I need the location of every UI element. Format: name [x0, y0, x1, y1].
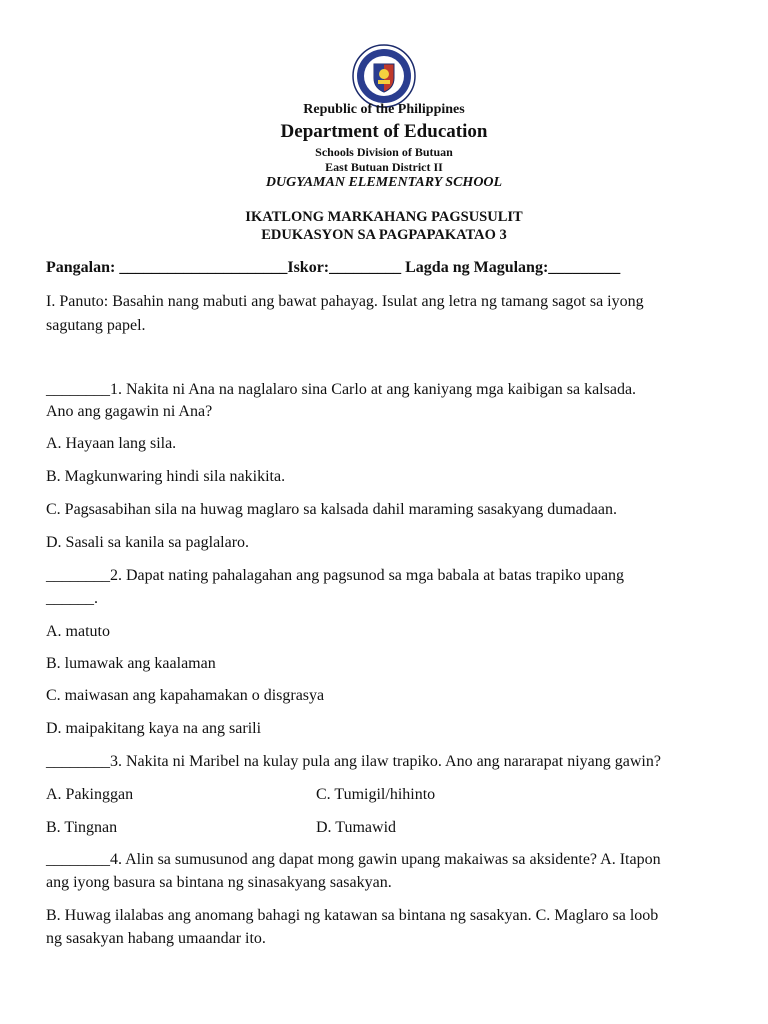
school-heading: DUGYAMAN ELEMENTARY SCHOOL [265, 175, 503, 190]
instructions-line-1: I. Panuto: Basahin nang mabuti ang bawat pahayag. Isulat ang letra ng tamang sagot sa iyong [46, 293, 644, 310]
instructions-line-2: sagutang papel. [46, 317, 146, 334]
division-heading: Schools Division of Butuan [315, 145, 453, 159]
question-3-choice-a: A. Pakinggan [46, 786, 134, 803]
question-4-line-2: ang iyong basura sa bintana ng sinasakyang sasakyan. [46, 874, 392, 891]
deped-seal-icon [352, 44, 416, 108]
question-1-choice-a: A. Hayaan lang sila. [46, 435, 177, 452]
question-4-line-3: B. Huwag ilalabas ang anomang bahagi ng katawan sa bintana ng sasakyan. C. Maglaro sa loob [46, 907, 659, 924]
exam-title: IKATLONG MARKAHANG PAGSUSULIT [245, 209, 523, 225]
question-3-choice-d: D. Tumawid [316, 819, 397, 836]
question-3-choice-c: C. Tumigil/hihinto [316, 786, 436, 803]
question-1-choice-b: B. Magkunwaring hindi sila nakikita. [46, 468, 286, 485]
question-2-stem: ________2. Dapat nating pahalagahan ang pagsunod sa mga babala at batas trapiko upang [46, 567, 625, 584]
question-2-choice-b: B. lumawak ang kaalaman [46, 655, 216, 672]
question-2-stem-cont: ______. [46, 590, 98, 607]
student-info-line[interactable]: Pangalan: _____________________Iskor:_________ Lagda ng Magulang:_________ [46, 259, 621, 276]
question-3-choice-b: B. Tingnan [46, 819, 118, 836]
question-2-choice-d: D. maipakitang kaya na ang sarili [46, 720, 262, 737]
question-1-choice-d: D. Sasali sa kanila sa paglalaro. [46, 534, 250, 551]
exam-subject: EDUKASYON SA PAGPAPAKATAO 3 [261, 227, 507, 243]
district-heading: East Butuan District II [325, 160, 443, 174]
republic-heading: Republic of the Philippines [303, 102, 465, 117]
question-2-choice-c: C. maiwasan ang kapahamakan o disgrasya [46, 687, 325, 704]
department-heading: Department of Education [280, 121, 488, 142]
question-2-choice-a: A. matuto [46, 623, 110, 640]
question-1-stem-cont: Ano ang gagawin ni Ana? [46, 403, 213, 420]
question-1-stem: ________1. Nakita ni Ana na naglalaro sina Carlo at ang kaniyang mga kaibigan sa kalsada. [46, 381, 637, 398]
question-1-choice-c: C. Pagsasabihan sila na huwag maglaro sa kalsada dahil maraming sasakyang dumadaan. [46, 501, 617, 518]
question-3-stem: ________3. Nakita ni Maribel na kulay pula ang ilaw trapiko. Ano ang nararapat niyang gawin? [46, 753, 661, 770]
question-4-line-1: ________4. Alin sa sumusunod ang dapat mong gawin upang makaiwas sa aksidente? A. Itapon [46, 851, 661, 868]
question-4-line-4: ng sasakyan habang umaandar ito. [46, 930, 266, 947]
